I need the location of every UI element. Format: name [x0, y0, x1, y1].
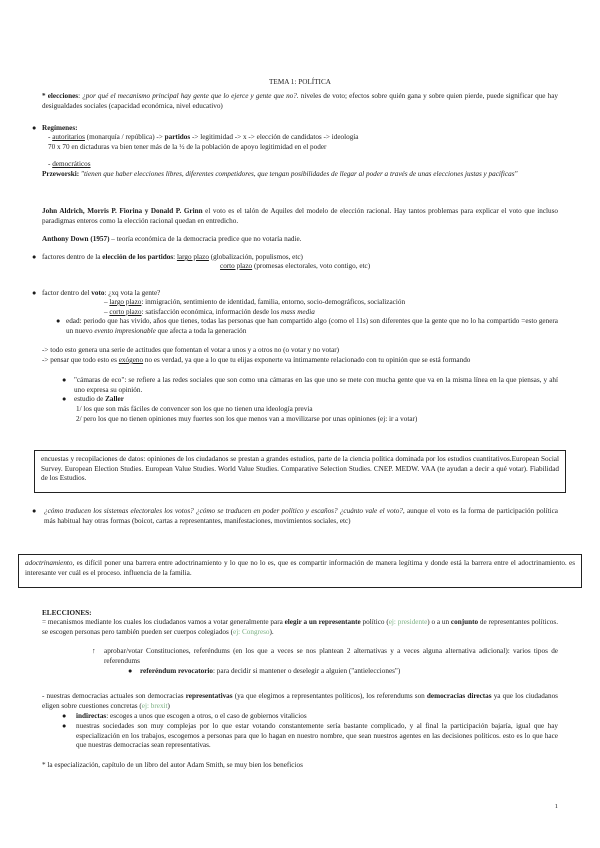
factores-partidos-corto: corto plazo (promesas electorales, voto contigo, etc): [220, 262, 371, 270]
democracias-representativas: - nuestras democracias actuales son democracias representativas (ya que elegimos a representantes políticos), los referendums son democracias directas ya que los ciudadanos eligen sobre cuestiones concretas (ej: brexit): [42, 692, 558, 710]
regimenes-autoritarios: - autoritarios (monarquía / república) -> partidos -> legitimidad -> x -> elección de candidatos -> ideología 70 x 70 en dictaduras va bien tener más de la ½ de la población de apoyo legitimidad en el poder: [48, 133, 359, 151]
zaller-points: 1/ los que son más fáciles de convencer son los que no tienen una ideología previa 2/ pero los que no tienen opiniones muy fuertes son los que menos van a movilizarse por unas opiniones (ej: ir a votar): [76, 405, 418, 423]
regimenes-section: Regímenes:: [42, 124, 78, 132]
downs-paragraph: Anthony Down (1957) – teoría económica de la democracia predice que no votaría nadie.: [42, 235, 302, 243]
bullet-icon: ●: [128, 667, 133, 675]
sociedades-complejas: nuestras sociedades son muy complejas por lo que estar votando constantemente sería bastante complicado, y al final la participación bajaría, igual que hay especialización en los trabajos, escogemos a personas para que lo hagan en nuestro nombre, que sean nuestros agentes en las decisiones políticos. esto es lo que hace que nuestras democracias sean representativas.: [76, 722, 558, 750]
camaras-eco: "cámaras de eco": se refiere a las redes sociales que son como una cámaras en las que uno se mete con mucha gente que va en la misma línea en la que piensas, y ahí uno expresa su opinión.: [74, 376, 558, 394]
bullet-icon: ●: [62, 722, 67, 730]
page-number: 1: [554, 803, 558, 810]
factor-voto-largo: – largo plazo: inmigración, sentimiento de identidad, familia, entorno, socio-demográficos, socialización – corto plazo: satisfacción económica, información desde los mass media: [104, 298, 406, 316]
zaller-study: estudio de Zaller: [74, 395, 124, 403]
actitudes-line-1: -> todo esto genera una serie de actitudes que fomentan el votar a unos y a otros no (o votar y no votar): [42, 346, 340, 354]
document-title: TEMA 1: POLÍTICA: [269, 78, 331, 86]
bullet-icon: ●: [32, 507, 37, 515]
bullet-icon: ●: [62, 376, 67, 384]
elecciones-intro: * elecciones: ¿por qué el mecanismo principal hay gente que lo ejerce y gente que no?. niveles de voto; efectos sobre quién gana y sobre quien pierde, puede significar que hay desigualdades sociales (capacidad económica, nivel educativo): [42, 92, 558, 110]
referendum-revocatorio: referéndum revocatorio: para decidir si mantener o deselegir a alguien ("antielecciones"): [140, 667, 401, 675]
encuestas-box: encuestas y recopilaciones de datos: opiniones de los ciudadanos se prestan a grandes estudios, parte de la ciencia política dominada por los estudios cuantitativos.European Social Survey. European Election Studies. European Value Studies. World Value Studies. Comparative Selection Studies. CNEP. MEDW. VAA (te ayudan a decir a qué votar). Fiabilidad de los Estudios.: [34, 450, 566, 493]
indirectas-item: indirectas: escoges a unos que escogen a otros, o el caso de gobiernos vitalicios: [76, 712, 307, 720]
factores-partidos: factores dentro de la elección de los partidos: largo plazo (globalización, populismos, etc): [42, 253, 303, 261]
factor-voto: factor dentro del voto: ¿xq vota la gente?: [42, 289, 161, 297]
przeworski-quote: Przeworski: "tienen que haber elecciones libres, diferentes competidores, que tengan posibilidades de llegar al poder a través de unas elecciones justas y pacíficas": [42, 170, 518, 178]
traducen-paragraph: ¿cómo traducen los sistemas electorales los votos? ¿cómo se traducen en poder político y escaños? ¿cuánto vale el voto?, aunque el voto es la forma de participación política más habitual hay otras formas (boicot, cartas a representantes, manifestaciones, movimientos sociales, etc): [44, 507, 558, 525]
aldrich-paragraph: John Aldrich, Morris P. Fiorina y Donald P. Grinn el voto es el talón de Aquiles del modelo de elección racional. Hay tantos problemas para explicar el voto que incluso paradigmas enteros como la elección racional quedan en entredicho.: [42, 207, 559, 225]
bullet-icon: ●: [62, 395, 67, 403]
elecciones-definition: = mecanismos mediante los cuales los ciudadanos vamos a votar generalmente para elegir a un representante político (ej: presidente) o a un conjunto de representantes políticos. se escogen personas pero también pueden ser cuerpos colegiados (ej: Congreso).: [42, 618, 558, 636]
bullet-icon: ●: [32, 124, 37, 132]
bullet-icon: ●: [32, 253, 37, 261]
adoctrinamiento-box: adoctrinamiento, es difícil poner una barrera entre adoctrinamiento y lo que no lo es, que es compartir información de manera legítima y donde está la barrera entre el adoctrinamiento. es interesante ver cuál es el proceso. influencia de la familia.: [18, 554, 582, 588]
elecciones-heading: ELECCIONES:: [42, 609, 92, 617]
actitudes-line-2: -> pensar que todo esto es exógeno no es verdad, ya que a lo que tu elijas exponerte va íntimamente relacionado con tu opinión que se está formando: [42, 356, 471, 364]
bullet-icon: ●: [56, 317, 61, 325]
arrow-up-icon: ↑: [92, 647, 96, 655]
especializacion-note: * la especialización, capítulo de un libro del autor Adam Smith, se muy bien los beneficios: [42, 761, 303, 769]
aprobar-constituciones: aprobar/votar Constituciones, referéndums (en los que a veces se nos plantean 2 alternativas y a veces alguna alternativa adicional): varios tipos de referendums: [104, 647, 558, 665]
bullet-icon: ●: [62, 712, 67, 720]
factor-voto-edad: edad: periodo que has vivido, años que tienes, todas las personas que han compartido algo (como el 11s) son diferentes que la gente que no lo ha compartido =esto genera un nuevo evento impresionable que afecta a toda la generación: [66, 317, 558, 335]
regimenes-democraticos: - democráticos: [48, 160, 91, 168]
bullet-icon: ●: [32, 289, 37, 297]
